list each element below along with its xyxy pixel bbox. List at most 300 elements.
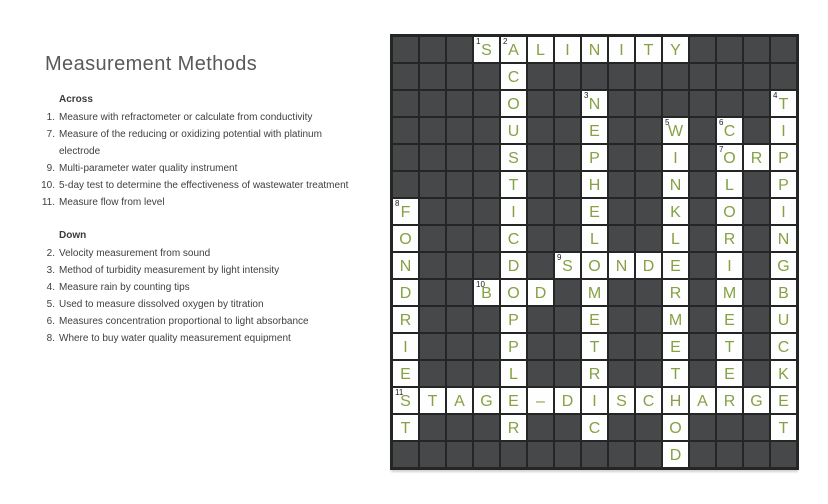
grid-cell[interactable] bbox=[501, 37, 526, 62]
grid-cell bbox=[447, 226, 472, 251]
grid-cell[interactable] bbox=[609, 388, 634, 413]
grid-cell bbox=[744, 91, 769, 116]
grid-cell[interactable] bbox=[717, 307, 742, 332]
cell-letter: P bbox=[508, 338, 519, 356]
clue-text: Multi-parameter water quality instrument bbox=[59, 163, 238, 174]
grid-cell bbox=[690, 280, 715, 305]
grid-cell[interactable] bbox=[474, 280, 499, 305]
grid-cell[interactable] bbox=[528, 37, 553, 62]
grid-cell[interactable] bbox=[501, 388, 526, 413]
grid-cell[interactable] bbox=[663, 280, 688, 305]
grid-cell[interactable] bbox=[582, 388, 607, 413]
cell-letter: W bbox=[667, 122, 684, 140]
cell-clue-number: 9 bbox=[557, 253, 562, 262]
cell-letter: E bbox=[589, 122, 600, 140]
cell-clue-number: 1 bbox=[476, 37, 481, 46]
clue-number: 8. bbox=[46, 333, 55, 344]
grid-cell[interactable] bbox=[501, 226, 526, 251]
grid-cell[interactable] bbox=[528, 280, 553, 305]
grid-cell[interactable] bbox=[501, 172, 526, 197]
grid-cell[interactable] bbox=[771, 172, 796, 197]
grid-cell bbox=[447, 280, 472, 305]
grid-cell[interactable] bbox=[582, 361, 607, 386]
grid-cell[interactable] bbox=[555, 37, 580, 62]
grid-cell[interactable] bbox=[663, 118, 688, 143]
grid-cell[interactable] bbox=[717, 118, 742, 143]
grid-cell[interactable] bbox=[501, 118, 526, 143]
grid-cell bbox=[744, 253, 769, 278]
grid-cell bbox=[474, 199, 499, 224]
grid-cell[interactable] bbox=[447, 388, 472, 413]
grid-cell bbox=[555, 442, 580, 467]
grid-cell bbox=[447, 37, 472, 62]
grid-cell bbox=[528, 361, 553, 386]
grid-cell bbox=[555, 64, 580, 89]
grid-cell[interactable] bbox=[528, 388, 553, 413]
grid-cell bbox=[744, 307, 769, 332]
grid-cell[interactable] bbox=[771, 145, 796, 170]
cell-letter: L bbox=[671, 230, 680, 248]
cell-letter: D bbox=[507, 257, 520, 275]
clue-text: Velocity measurement from sound bbox=[59, 248, 211, 259]
cell-letter: N bbox=[588, 41, 601, 59]
grid-cell[interactable] bbox=[393, 307, 418, 332]
grid-cell bbox=[744, 199, 769, 224]
cell-letter: – bbox=[536, 392, 545, 410]
cell-letter: G bbox=[750, 392, 763, 410]
grid-cell[interactable] bbox=[501, 307, 526, 332]
grid-cell bbox=[420, 64, 445, 89]
clue-item bbox=[36, 313, 366, 330]
clue-text: 5-day test to determine the effectiveness of wastewater treatment bbox=[59, 180, 349, 191]
cell-clue-number: 5 bbox=[665, 118, 670, 127]
grid-cell bbox=[690, 334, 715, 359]
cell-letter: I bbox=[727, 257, 732, 275]
grid-cell bbox=[744, 415, 769, 440]
clue-text: Measures concentration proportional to light absorbance bbox=[59, 316, 309, 327]
cell-letter: F bbox=[400, 203, 411, 221]
grid-cell[interactable] bbox=[771, 253, 796, 278]
grid-cell bbox=[582, 442, 607, 467]
grid-cell bbox=[636, 172, 661, 197]
clue-number: 7. bbox=[46, 129, 55, 140]
grid-cell bbox=[447, 307, 472, 332]
grid-cell[interactable] bbox=[393, 334, 418, 359]
grid-cell[interactable] bbox=[582, 118, 607, 143]
clue-text: Measure with refractometer or calculate from conductivity bbox=[59, 112, 313, 123]
grid-cell[interactable] bbox=[717, 226, 742, 251]
grid-cell bbox=[447, 91, 472, 116]
grid-cell[interactable] bbox=[393, 415, 418, 440]
grid-cell[interactable] bbox=[582, 415, 607, 440]
cell-letter: E bbox=[670, 338, 681, 356]
grid-cell bbox=[636, 118, 661, 143]
grid-cell bbox=[636, 199, 661, 224]
grid-cell bbox=[744, 361, 769, 386]
cell-letter: T bbox=[724, 338, 735, 356]
grid-cell bbox=[744, 442, 769, 467]
crossword-grid bbox=[390, 34, 799, 470]
grid-cell[interactable] bbox=[609, 37, 634, 62]
grid-cell[interactable] bbox=[663, 307, 688, 332]
grid-cell[interactable] bbox=[582, 307, 607, 332]
grid-cell bbox=[447, 442, 472, 467]
grid-cell bbox=[744, 172, 769, 197]
grid-cell bbox=[609, 91, 634, 116]
grid-cell[interactable] bbox=[582, 172, 607, 197]
grid-cell bbox=[555, 415, 580, 440]
clue-item bbox=[36, 279, 366, 296]
grid-cell bbox=[420, 307, 445, 332]
grid-cell bbox=[744, 226, 769, 251]
grid-cell bbox=[690, 118, 715, 143]
grid-cell[interactable] bbox=[663, 253, 688, 278]
clue-number: 6. bbox=[46, 316, 55, 327]
grid-cell bbox=[609, 307, 634, 332]
grid-cell bbox=[582, 64, 607, 89]
clue-text: Measure of the reducing or oxidizing potential with platinum electrode bbox=[59, 129, 322, 157]
grid-cell bbox=[528, 145, 553, 170]
grid-cell bbox=[555, 361, 580, 386]
grid-cell[interactable] bbox=[555, 253, 580, 278]
grid-cell[interactable] bbox=[501, 415, 526, 440]
grid-cell[interactable] bbox=[717, 172, 742, 197]
grid-cell[interactable] bbox=[663, 226, 688, 251]
grid-cell[interactable] bbox=[771, 307, 796, 332]
grid-cell[interactable] bbox=[582, 226, 607, 251]
grid-cell bbox=[555, 199, 580, 224]
clue-number: 5. bbox=[46, 299, 55, 310]
grid-cell bbox=[690, 307, 715, 332]
grid-cell[interactable] bbox=[717, 361, 742, 386]
page-title: Measurement Methods bbox=[45, 53, 258, 75]
grid-cell[interactable] bbox=[609, 253, 634, 278]
cell-letter: L bbox=[509, 365, 518, 383]
grid-cell[interactable] bbox=[771, 280, 796, 305]
cell-letter: R bbox=[669, 284, 682, 302]
cell-letter: N bbox=[399, 257, 412, 275]
cell-letter: H bbox=[588, 176, 601, 194]
grid-cell bbox=[744, 280, 769, 305]
clue-item bbox=[36, 160, 366, 177]
clue-item bbox=[36, 177, 366, 194]
grid-cell[interactable] bbox=[501, 145, 526, 170]
grid-cell bbox=[528, 307, 553, 332]
grid-cell[interactable] bbox=[501, 91, 526, 116]
grid-cell[interactable] bbox=[636, 388, 661, 413]
grid-cell[interactable] bbox=[393, 226, 418, 251]
grid-cell bbox=[420, 334, 445, 359]
clue-item bbox=[36, 109, 366, 126]
grid-cell[interactable] bbox=[663, 37, 688, 62]
cell-letter: L bbox=[725, 176, 734, 194]
grid-cell bbox=[744, 118, 769, 143]
cell-letter: D bbox=[534, 284, 547, 302]
grid-cell[interactable] bbox=[582, 280, 607, 305]
grid-cell[interactable] bbox=[501, 253, 526, 278]
grid-cell[interactable] bbox=[501, 334, 526, 359]
cell-letter: R bbox=[399, 311, 412, 329]
cell-letter: L bbox=[536, 41, 545, 59]
cell-letter: T bbox=[778, 95, 789, 113]
cell-letter: E bbox=[724, 311, 735, 329]
cell-letter: P bbox=[589, 149, 600, 167]
clue-text: Measure flow from level bbox=[59, 197, 165, 208]
grid-cell[interactable] bbox=[771, 334, 796, 359]
clues-panel bbox=[36, 52, 366, 347]
grid-cell[interactable] bbox=[663, 334, 688, 359]
grid-cell[interactable] bbox=[663, 361, 688, 386]
grid-cell[interactable] bbox=[717, 280, 742, 305]
grid-cell[interactable] bbox=[474, 37, 499, 62]
grid-cell bbox=[636, 91, 661, 116]
cell-letter: D bbox=[399, 284, 412, 302]
grid-cell[interactable] bbox=[771, 226, 796, 251]
grid-cell[interactable] bbox=[690, 388, 715, 413]
grid-cell bbox=[420, 361, 445, 386]
cell-letter: Y bbox=[670, 41, 681, 59]
cell-letter: M bbox=[668, 311, 683, 329]
grid-cell[interactable] bbox=[582, 37, 607, 62]
grid-cell bbox=[447, 172, 472, 197]
grid-cell bbox=[420, 253, 445, 278]
cell-letter: I bbox=[511, 203, 516, 221]
cell-clue-number: 10 bbox=[476, 280, 485, 289]
grid-cell[interactable] bbox=[771, 91, 796, 116]
grid-cell bbox=[528, 334, 553, 359]
grid-cell[interactable] bbox=[501, 280, 526, 305]
across-header: Across bbox=[59, 94, 93, 105]
clue-item bbox=[36, 245, 366, 262]
grid-cell[interactable] bbox=[717, 334, 742, 359]
grid-cell bbox=[528, 172, 553, 197]
cell-letter: N bbox=[615, 257, 628, 275]
grid-cell[interactable] bbox=[393, 361, 418, 386]
clue-text: Method of turbidity measurement by light intensity bbox=[59, 265, 280, 276]
grid-cell bbox=[609, 199, 634, 224]
grid-cell bbox=[690, 172, 715, 197]
grid-cell[interactable] bbox=[744, 145, 769, 170]
grid-cell bbox=[555, 172, 580, 197]
cell-letter: R bbox=[723, 392, 736, 410]
cell-letter: P bbox=[508, 311, 519, 329]
across-section bbox=[36, 93, 366, 211]
cell-letter: D bbox=[561, 392, 574, 410]
grid-cell bbox=[528, 442, 553, 467]
grid-cell bbox=[609, 334, 634, 359]
grid-cell bbox=[393, 442, 418, 467]
grid-cell bbox=[690, 145, 715, 170]
grid-cell[interactable] bbox=[501, 361, 526, 386]
cell-letter: C bbox=[723, 122, 736, 140]
grid-cell bbox=[609, 145, 634, 170]
grid-cell bbox=[690, 199, 715, 224]
cell-clue-number: 7 bbox=[719, 145, 724, 154]
cell-letter: T bbox=[400, 419, 411, 437]
grid-cell bbox=[555, 307, 580, 332]
grid-cell bbox=[420, 415, 445, 440]
cell-letter: M bbox=[587, 284, 602, 302]
grid-cell[interactable] bbox=[636, 253, 661, 278]
cell-clue-number: 8 bbox=[395, 199, 400, 208]
grid-cell bbox=[690, 442, 715, 467]
grid-cell bbox=[609, 361, 634, 386]
grid-cell bbox=[447, 253, 472, 278]
grid-cell[interactable] bbox=[771, 199, 796, 224]
clue-number: 2. bbox=[46, 248, 55, 259]
grid-cell[interactable] bbox=[663, 145, 688, 170]
grid-cell[interactable] bbox=[393, 253, 418, 278]
grid-cell bbox=[393, 172, 418, 197]
clue-number: 3. bbox=[46, 265, 55, 276]
grid-cell[interactable] bbox=[582, 199, 607, 224]
cell-letter: I bbox=[781, 122, 786, 140]
cell-letter: I bbox=[592, 392, 597, 410]
grid-cell bbox=[474, 253, 499, 278]
cell-letter: T bbox=[643, 41, 654, 59]
cell-letter: T bbox=[427, 392, 438, 410]
cell-letter: R bbox=[507, 419, 520, 437]
grid-cell bbox=[474, 442, 499, 467]
grid-cell bbox=[447, 64, 472, 89]
grid-cell[interactable] bbox=[771, 118, 796, 143]
grid-cell[interactable] bbox=[663, 415, 688, 440]
grid-cell[interactable] bbox=[582, 145, 607, 170]
grid-cell[interactable] bbox=[582, 334, 607, 359]
cell-letter: E bbox=[778, 392, 789, 410]
grid-cell[interactable] bbox=[771, 388, 796, 413]
cell-letter: G bbox=[777, 257, 790, 275]
cell-letter: M bbox=[722, 284, 737, 302]
grid-cell bbox=[447, 199, 472, 224]
cell-letter: T bbox=[589, 338, 600, 356]
grid-cell[interactable] bbox=[717, 388, 742, 413]
cell-letter: T bbox=[778, 419, 789, 437]
grid-cell bbox=[690, 226, 715, 251]
grid-cell bbox=[744, 37, 769, 62]
grid-cell[interactable] bbox=[717, 253, 742, 278]
grid-cell bbox=[609, 64, 634, 89]
grid-cell[interactable] bbox=[393, 199, 418, 224]
cell-letter: A bbox=[508, 41, 519, 59]
clue-item bbox=[36, 330, 366, 347]
grid-cell bbox=[636, 226, 661, 251]
cell-letter: O bbox=[507, 284, 520, 302]
cell-letter: O bbox=[723, 149, 736, 167]
down-clue-list bbox=[36, 245, 366, 347]
cell-letter: E bbox=[589, 203, 600, 221]
grid-cell bbox=[474, 91, 499, 116]
grid-cell bbox=[420, 442, 445, 467]
grid-cell[interactable] bbox=[717, 145, 742, 170]
grid-cell bbox=[474, 334, 499, 359]
grid-cell[interactable] bbox=[555, 388, 580, 413]
grid-cell bbox=[717, 91, 742, 116]
grid-cell[interactable] bbox=[501, 64, 526, 89]
grid-cell bbox=[609, 442, 634, 467]
grid-cell bbox=[420, 226, 445, 251]
down-section bbox=[36, 229, 366, 347]
cell-clue-number: 11 bbox=[395, 388, 404, 397]
grid-cell bbox=[690, 37, 715, 62]
grid-cell bbox=[717, 37, 742, 62]
grid-cell bbox=[744, 64, 769, 89]
grid-cell bbox=[420, 91, 445, 116]
grid-cell[interactable] bbox=[744, 388, 769, 413]
grid-cell[interactable] bbox=[393, 280, 418, 305]
cell-letter: C bbox=[588, 419, 601, 437]
grid-cell bbox=[528, 91, 553, 116]
grid-cell bbox=[555, 118, 580, 143]
grid-cell bbox=[528, 64, 553, 89]
cell-letter: R bbox=[723, 230, 736, 248]
cell-letter: S bbox=[400, 392, 411, 410]
grid-cell[interactable] bbox=[582, 253, 607, 278]
cell-letter: C bbox=[777, 338, 790, 356]
grid-cell bbox=[393, 145, 418, 170]
cell-letter: B bbox=[778, 284, 789, 302]
grid-cell bbox=[528, 226, 553, 251]
cell-letter: K bbox=[778, 365, 789, 383]
grid-cell[interactable] bbox=[771, 361, 796, 386]
cell-letter: U bbox=[777, 311, 790, 329]
grid-cell bbox=[420, 280, 445, 305]
grid-cell bbox=[690, 253, 715, 278]
clue-number: 11. bbox=[41, 197, 55, 208]
grid-cell bbox=[555, 145, 580, 170]
grid-cell bbox=[555, 226, 580, 251]
cell-clue-number: 4 bbox=[773, 91, 778, 100]
grid-cell bbox=[474, 226, 499, 251]
cell-letter: O bbox=[669, 419, 682, 437]
cell-letter: E bbox=[724, 365, 735, 383]
cell-letter: O bbox=[399, 230, 412, 248]
cell-letter: L bbox=[590, 230, 599, 248]
grid-cell bbox=[528, 118, 553, 143]
grid-cell[interactable] bbox=[717, 199, 742, 224]
grid-cell bbox=[555, 334, 580, 359]
cell-letter: D bbox=[669, 446, 682, 464]
grid-cell[interactable] bbox=[771, 415, 796, 440]
grid-cell bbox=[474, 307, 499, 332]
grid-cell[interactable] bbox=[663, 442, 688, 467]
grid-cell bbox=[771, 64, 796, 89]
grid-cell[interactable] bbox=[393, 388, 418, 413]
grid-cell bbox=[474, 118, 499, 143]
grid-cell bbox=[420, 145, 445, 170]
grid-cell[interactable] bbox=[582, 91, 607, 116]
grid-cell bbox=[636, 145, 661, 170]
grid-cell bbox=[420, 172, 445, 197]
clue-number: 9. bbox=[46, 163, 55, 174]
grid-cell bbox=[771, 442, 796, 467]
cell-letter: R bbox=[750, 149, 763, 167]
grid-cell[interactable] bbox=[663, 172, 688, 197]
cell-letter: I bbox=[619, 41, 624, 59]
grid-cell[interactable] bbox=[636, 37, 661, 62]
grid-cell bbox=[690, 415, 715, 440]
grid-cell bbox=[609, 415, 634, 440]
grid-cell[interactable] bbox=[474, 388, 499, 413]
grid-cell bbox=[636, 64, 661, 89]
cell-letter: C bbox=[642, 392, 655, 410]
grid-cell[interactable] bbox=[663, 199, 688, 224]
grid-cell[interactable] bbox=[420, 388, 445, 413]
grid-cell[interactable] bbox=[663, 388, 688, 413]
grid-cell bbox=[609, 172, 634, 197]
grid-cell bbox=[636, 415, 661, 440]
grid-cell[interactable] bbox=[501, 199, 526, 224]
